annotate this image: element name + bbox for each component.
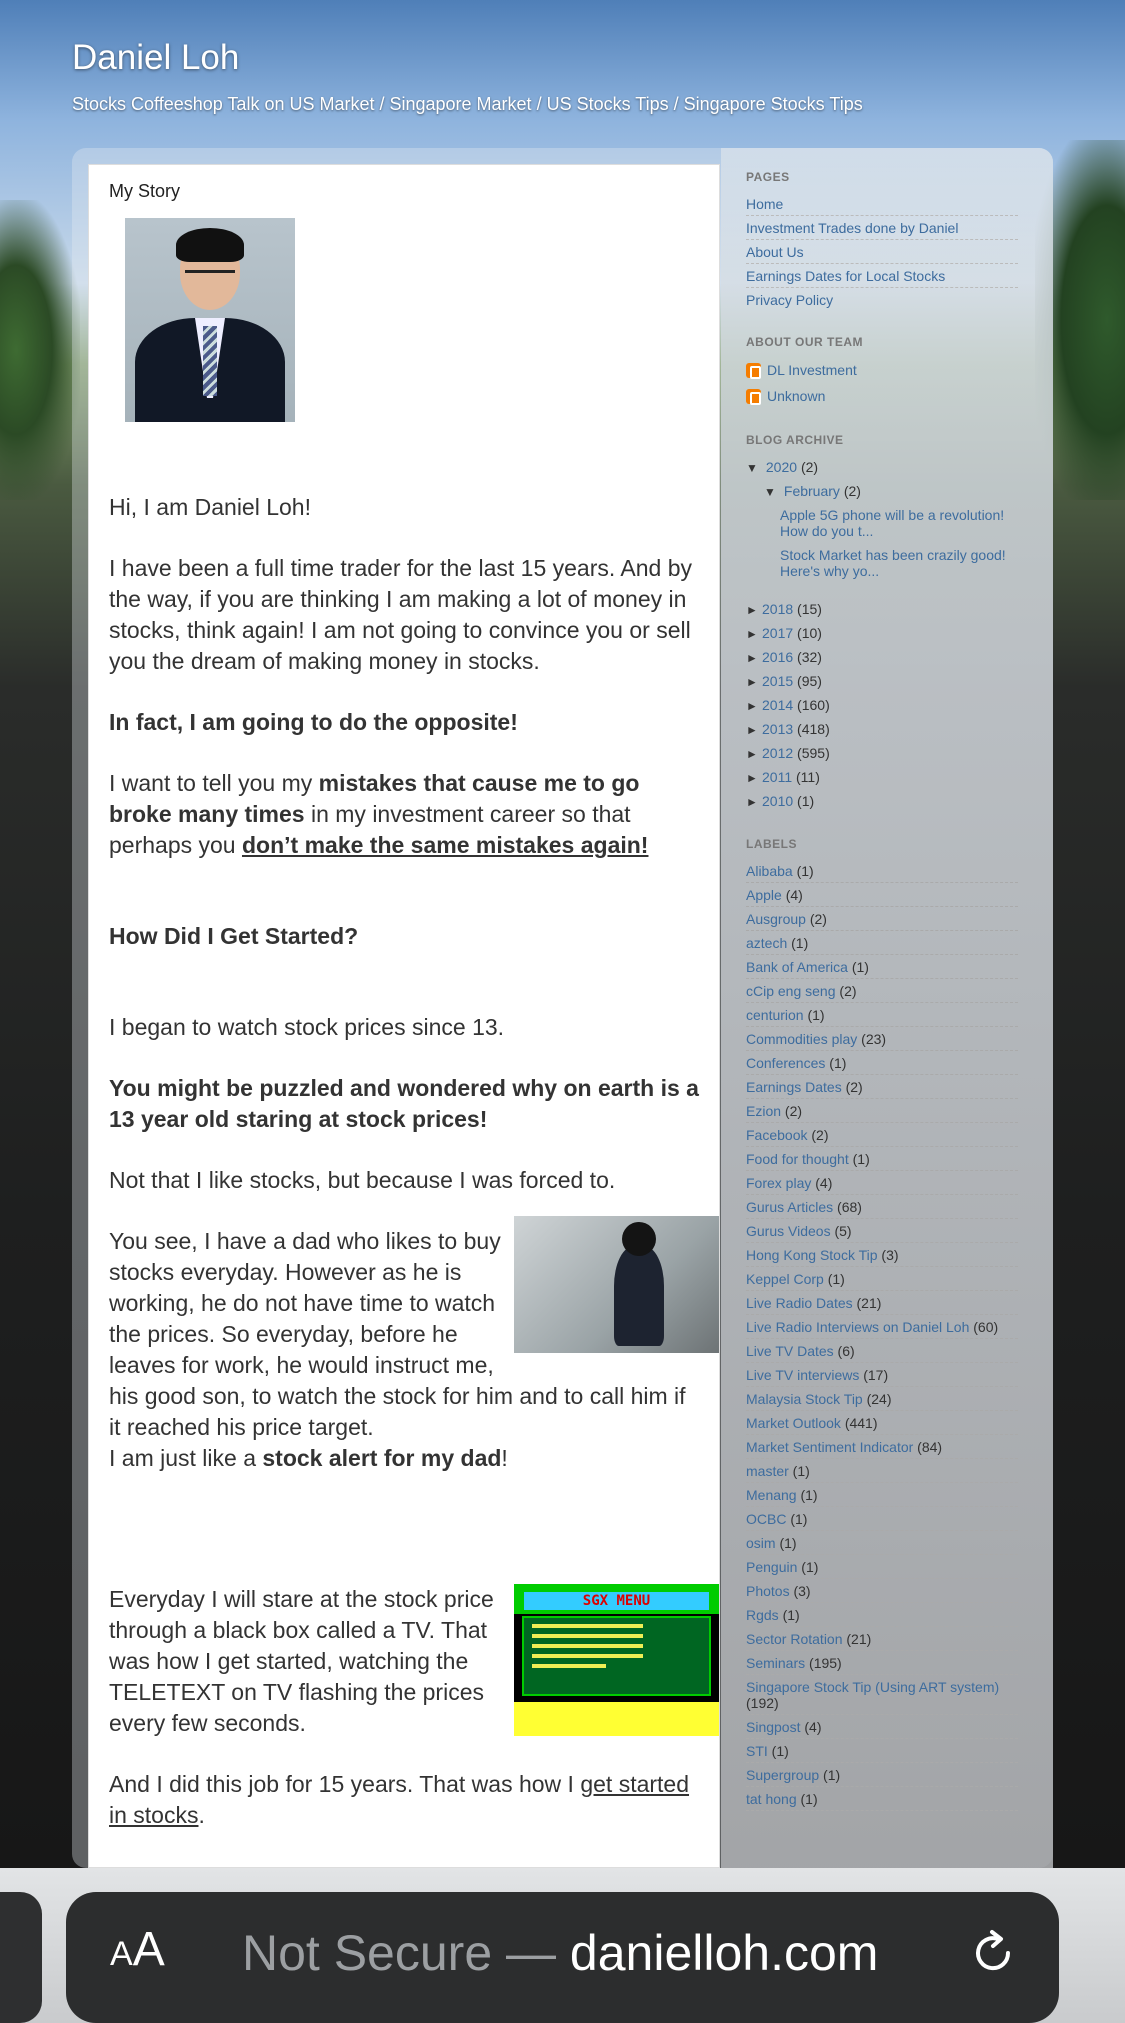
label-count: (3) bbox=[877, 1247, 899, 1263]
label-item bbox=[746, 1787, 1018, 1811]
label-count: (1) bbox=[796, 1791, 818, 1807]
label-item bbox=[746, 1627, 1018, 1651]
post-paragraph: I began to watch stock prices since 13. bbox=[109, 1014, 505, 1040]
page-item bbox=[746, 240, 1018, 264]
label-item bbox=[746, 1075, 1018, 1099]
label-item bbox=[746, 1339, 1018, 1363]
archive-post-link[interactable]: Apple 5G phone will be a revolution! How do you t... bbox=[780, 507, 1005, 539]
label-item bbox=[746, 1555, 1018, 1579]
label-item bbox=[746, 1171, 1018, 1195]
label-link[interactable]: Seminars bbox=[746, 1655, 806, 1671]
label-link[interactable]: Live TV Dates bbox=[746, 1343, 834, 1359]
label-link[interactable]: Rgds bbox=[746, 1607, 779, 1623]
label-link[interactable]: master bbox=[746, 1463, 789, 1479]
label-item bbox=[746, 1411, 1018, 1435]
archive-heading: BLOG ARCHIVE bbox=[746, 433, 844, 447]
archive-year-count: (10) bbox=[793, 625, 822, 641]
archive-year bbox=[746, 597, 1018, 621]
label-item bbox=[746, 1483, 1018, 1507]
post-body bbox=[109, 492, 699, 1831]
label-count: (1) bbox=[819, 1767, 841, 1783]
blogger-icon bbox=[746, 363, 761, 378]
label-count: (4) bbox=[800, 1719, 822, 1735]
label-item bbox=[746, 1099, 1018, 1123]
team-member-link[interactable]: DL Investment bbox=[767, 362, 857, 378]
archive-widget bbox=[746, 433, 1018, 813]
labels-heading: LABELS bbox=[746, 837, 797, 851]
label-count: (4) bbox=[781, 887, 803, 903]
post-paragraph-final: And I did this job for 15 years. That was how I get started in stocks. bbox=[109, 1771, 690, 1828]
label-link[interactable]: Singapore Stock Tip (Using ART system) bbox=[746, 1679, 1000, 1695]
post-paragraph: I have been a full time trader for the last 15 years. And by the way, if you are thinking I am making a lot of money in stocks, think again! I am not going to convince you or sell you the dream of making money in stocks. bbox=[109, 555, 692, 674]
label-count: (1) bbox=[848, 1151, 870, 1167]
label-link[interactable]: Forex play bbox=[746, 1175, 812, 1191]
archive-year-count: (595) bbox=[793, 745, 830, 761]
archive-month-open: ▼ February (2) bbox=[764, 483, 861, 499]
label-link[interactable]: osim bbox=[746, 1535, 776, 1551]
page-link[interactable]: Investment Trades done by Daniel bbox=[746, 220, 959, 236]
label-link[interactable]: Ezion bbox=[746, 1103, 782, 1119]
label-link[interactable]: Live Radio Dates bbox=[746, 1295, 853, 1311]
expand-toggle-icon[interactable]: ► bbox=[746, 651, 758, 665]
label-link[interactable]: Ausgroup bbox=[746, 911, 806, 927]
label-item bbox=[746, 1243, 1018, 1267]
archive-year-link[interactable]: 2016 bbox=[762, 649, 794, 665]
label-item bbox=[746, 1675, 1018, 1715]
post-paragraph-tv: SGX MENU Everyday I will stare at the stock price through a black box called a TV. That was how I get started, watching the TELETEXT on TV flashing the prices every few seconds. bbox=[109, 1584, 699, 1739]
label-count: (1) bbox=[796, 1487, 818, 1503]
label-count: (24) bbox=[862, 1391, 892, 1407]
archive-year-open: ▼ 2020 (2) bbox=[746, 459, 819, 475]
label-item bbox=[746, 1291, 1018, 1315]
archive-year-link[interactable]: 2013 bbox=[762, 721, 794, 737]
teletext-image[interactable] bbox=[514, 1584, 719, 1736]
archive-post-item bbox=[746, 503, 1018, 543]
label-item bbox=[746, 1763, 1018, 1787]
label-count: (1) bbox=[767, 1743, 789, 1759]
archive-year-link[interactable]: 2015 bbox=[762, 673, 794, 689]
archive-year bbox=[746, 789, 1018, 813]
label-item bbox=[746, 1363, 1018, 1387]
label-item bbox=[746, 1003, 1018, 1027]
label-item bbox=[746, 1603, 1018, 1627]
post-paragraph-dad: You see, I have a dad who likes to buy stocks everyday. However as he is working, he do not have time to watch the prices. So everyday, before he leaves for work, he would instruct me, his good son, to watch the stock for him and to call him if it reached his price target. I am just like a stock alert for my dad! bbox=[109, 1226, 699, 1474]
label-count: (2) bbox=[807, 1127, 829, 1143]
label-item bbox=[746, 1267, 1018, 1291]
label-link[interactable]: STI bbox=[746, 1743, 768, 1759]
page-link[interactable]: About Us bbox=[746, 244, 804, 260]
team-widget bbox=[746, 335, 1018, 409]
label-count: (21) bbox=[842, 1631, 872, 1647]
archive-year bbox=[746, 621, 1018, 645]
page-link[interactable]: Privacy Policy bbox=[746, 292, 834, 308]
archive-year-count: (1) bbox=[793, 793, 815, 809]
archive-year-link[interactable]: 2011 bbox=[762, 769, 793, 785]
label-count: (1) bbox=[847, 959, 869, 975]
team-member bbox=[746, 357, 1018, 383]
label-link[interactable]: cCip eng seng bbox=[746, 983, 836, 999]
archive-year bbox=[746, 765, 1018, 789]
label-item bbox=[746, 1027, 1018, 1051]
label-count: (2) bbox=[835, 983, 857, 999]
label-link[interactable]: Conferences bbox=[746, 1055, 826, 1071]
text-size-button[interactable]: AA bbox=[110, 1923, 165, 1976]
label-link[interactable]: Singpost bbox=[746, 1719, 801, 1735]
archive-year-count: (32) bbox=[793, 649, 822, 665]
archive-year-count: (95) bbox=[793, 673, 822, 689]
archive-year-link[interactable]: 2020 bbox=[765, 459, 798, 475]
label-link[interactable]: aztech bbox=[746, 935, 788, 951]
section-heading: How Did I Get Started? bbox=[109, 923, 359, 949]
archive-year-count: (15) bbox=[793, 601, 822, 617]
not-secure-label: Not Secure — bbox=[242, 1925, 557, 1981]
label-link[interactable]: Market Outlook bbox=[746, 1415, 841, 1431]
team-heading: ABOUT OUR TEAM bbox=[746, 335, 863, 349]
label-link[interactable]: Gurus Articles bbox=[746, 1199, 834, 1215]
sidebar bbox=[746, 170, 1018, 1868]
archive-month-link[interactable]: February bbox=[783, 483, 840, 499]
expand-toggle-icon[interactable]: ► bbox=[746, 795, 758, 809]
expand-toggle-icon[interactable]: ► bbox=[746, 747, 758, 761]
label-count: (2) bbox=[781, 1103, 803, 1119]
page-link[interactable]: Earnings Dates for Local Stocks bbox=[746, 268, 946, 284]
label-link[interactable]: Alibaba bbox=[746, 863, 793, 879]
collapse-toggle-icon[interactable]: ▼ bbox=[746, 461, 758, 475]
label-item bbox=[746, 1507, 1018, 1531]
label-count: (2) bbox=[841, 1079, 863, 1095]
label-count: (1) bbox=[778, 1607, 800, 1623]
label-count: (68) bbox=[833, 1199, 862, 1215]
label-count: (1) bbox=[803, 1007, 825, 1023]
author-portrait[interactable] bbox=[125, 218, 295, 422]
label-count: (1) bbox=[825, 1055, 847, 1071]
archive-year-link[interactable]: 2018 bbox=[762, 601, 794, 617]
label-count: (17) bbox=[859, 1367, 889, 1383]
label-count: (1) bbox=[775, 1535, 797, 1551]
expand-toggle-icon[interactable]: ► bbox=[746, 699, 758, 713]
expand-toggle-icon[interactable]: ► bbox=[746, 675, 758, 689]
archive-post-link[interactable]: Stock Market has been crazily good! Here's why yo... bbox=[780, 547, 1006, 579]
domain-label: danielloh.com bbox=[569, 1925, 879, 1981]
label-item bbox=[746, 883, 1018, 907]
archive-year-count: (11) bbox=[792, 769, 820, 785]
team-member-link[interactable]: Unknown bbox=[767, 388, 826, 404]
archive-year bbox=[746, 693, 1018, 717]
label-item bbox=[746, 907, 1018, 931]
expand-toggle-icon[interactable]: ► bbox=[746, 723, 758, 737]
label-item bbox=[746, 1315, 1018, 1339]
page-link[interactable]: Home bbox=[746, 196, 784, 212]
label-count: (84) bbox=[913, 1439, 943, 1455]
label-item bbox=[746, 1195, 1018, 1219]
label-item bbox=[746, 1459, 1018, 1483]
label-link[interactable]: Earnings Dates bbox=[746, 1079, 842, 1095]
label-link[interactable]: Food for thought bbox=[746, 1151, 849, 1167]
expand-toggle-icon[interactable]: ► bbox=[746, 627, 758, 641]
label-item bbox=[746, 1387, 1018, 1411]
pages-heading: PAGES bbox=[746, 170, 790, 184]
blog-title[interactable]: Daniel Loh bbox=[72, 38, 240, 77]
background-trees-left bbox=[0, 200, 80, 500]
label-link[interactable]: Photos bbox=[746, 1583, 790, 1599]
label-count: (1) bbox=[787, 935, 809, 951]
label-link[interactable]: Malaysia Stock Tip bbox=[746, 1391, 863, 1407]
label-link[interactable]: Live TV interviews bbox=[746, 1367, 860, 1383]
teletext-menu-title: SGX MENU bbox=[524, 1592, 709, 1610]
blog-header bbox=[72, 38, 863, 115]
label-link[interactable]: centurion bbox=[746, 1007, 804, 1023]
label-link[interactable]: Penguin bbox=[746, 1559, 798, 1575]
archive-year-link[interactable]: 2012 bbox=[762, 745, 794, 761]
label-link[interactable]: Facebook bbox=[746, 1127, 808, 1143]
label-link[interactable]: Apple bbox=[746, 887, 782, 903]
label-count: (23) bbox=[857, 1031, 887, 1047]
label-item bbox=[746, 1219, 1018, 1243]
pages-widget bbox=[746, 170, 1018, 311]
page-item bbox=[746, 264, 1018, 288]
label-item bbox=[746, 1651, 1018, 1675]
label-item bbox=[746, 1579, 1018, 1603]
label-item bbox=[746, 1123, 1018, 1147]
archive-year bbox=[746, 669, 1018, 693]
label-item bbox=[746, 1147, 1018, 1171]
label-link[interactable]: Gurus Videos bbox=[746, 1223, 831, 1239]
label-count: (60) bbox=[969, 1319, 999, 1335]
post-title: My Story bbox=[109, 181, 181, 201]
post-paragraph: Not that I like stocks, but because I was forced to. bbox=[109, 1167, 616, 1193]
post-greeting: Hi, I am Daniel Loh! bbox=[109, 494, 311, 520]
label-count: (2) bbox=[805, 911, 827, 927]
get-started-link[interactable]: get started in stocks bbox=[109, 1771, 690, 1828]
archive-year-link[interactable]: 2010 bbox=[762, 793, 794, 809]
blogger-icon bbox=[746, 389, 761, 404]
archive-year bbox=[746, 741, 1018, 765]
post-column bbox=[88, 164, 720, 1868]
label-count: (1) bbox=[797, 1559, 819, 1575]
page-item bbox=[746, 192, 1018, 216]
mistakes-link[interactable]: don’t make the same mistakes again! bbox=[241, 832, 649, 858]
archive-post-item bbox=[746, 543, 1018, 583]
archive-year bbox=[746, 645, 1018, 669]
post-paragraph-mistakes: I want to tell you my mistakes that cause me to go broke many times in my investment career so that perhaps you don’t make the same mistakes again! bbox=[109, 770, 649, 858]
archive-year-link[interactable]: 2017 bbox=[762, 625, 794, 641]
page-item bbox=[746, 288, 1018, 311]
child-photo[interactable] bbox=[514, 1216, 719, 1353]
label-item bbox=[746, 1739, 1018, 1763]
label-link[interactable]: Menang bbox=[746, 1487, 797, 1503]
label-count: (5) bbox=[830, 1223, 852, 1239]
collapse-toggle-icon[interactable]: ▼ bbox=[764, 485, 776, 499]
expand-toggle-icon[interactable]: ► bbox=[746, 771, 758, 785]
labels-widget bbox=[746, 837, 1018, 1811]
expand-toggle-icon[interactable]: ► bbox=[746, 603, 758, 617]
label-item bbox=[746, 1531, 1018, 1555]
reload-icon[interactable] bbox=[968, 1928, 1018, 1978]
label-count: (195) bbox=[805, 1655, 842, 1671]
label-count: (4) bbox=[811, 1175, 833, 1191]
label-link[interactable]: Sector Rotation bbox=[746, 1631, 843, 1647]
label-count: (441) bbox=[840, 1415, 878, 1431]
label-item bbox=[746, 979, 1018, 1003]
previous-tab-peek[interactable] bbox=[0, 1892, 42, 2023]
label-link[interactable]: Live Radio Interviews on Daniel Loh bbox=[746, 1319, 970, 1335]
archive-year-count: (160) bbox=[793, 697, 830, 713]
label-count: (6) bbox=[833, 1343, 855, 1359]
archive-year-count: (418) bbox=[793, 721, 830, 737]
label-link[interactable]: Market Sentiment Indicator bbox=[746, 1439, 914, 1455]
label-item bbox=[746, 859, 1018, 883]
label-item bbox=[746, 1715, 1018, 1739]
label-item bbox=[746, 955, 1018, 979]
label-count: (21) bbox=[852, 1295, 882, 1311]
label-count: (192) bbox=[746, 1695, 779, 1711]
label-count: (1) bbox=[792, 863, 814, 879]
label-count: (1) bbox=[788, 1463, 810, 1479]
label-item bbox=[746, 1435, 1018, 1459]
archive-year-link[interactable]: 2014 bbox=[762, 697, 794, 713]
label-link[interactable]: Bank of America bbox=[746, 959, 848, 975]
label-item bbox=[746, 1051, 1018, 1075]
label-count: (1) bbox=[823, 1271, 845, 1287]
page-item bbox=[746, 216, 1018, 240]
label-link[interactable]: Keppel Corp bbox=[746, 1271, 824, 1287]
label-link[interactable]: Supergroup bbox=[746, 1767, 820, 1783]
label-link[interactable]: Commodities play bbox=[746, 1031, 858, 1047]
blog-description: Stocks Coffeeshop Talk on US Market / Singapore Market / US Stocks Tips / Singapore Stocks Tips bbox=[72, 94, 863, 114]
label-count: (1) bbox=[786, 1511, 808, 1527]
label-item bbox=[746, 931, 1018, 955]
url-display[interactable] bbox=[242, 1924, 878, 1982]
post-paragraph-bold: You might be puzzled and wondered why on earth is a 13 year old staring at stock prices! bbox=[109, 1075, 699, 1132]
post-paragraph-bold: In fact, I am going to do the opposite! bbox=[109, 709, 518, 735]
label-link[interactable]: Hong Kong Stock Tip bbox=[746, 1247, 878, 1263]
team-member bbox=[746, 383, 1018, 409]
label-count: (3) bbox=[789, 1583, 811, 1599]
archive-year bbox=[746, 717, 1018, 741]
label-link[interactable]: OCBC bbox=[746, 1511, 787, 1527]
label-link[interactable]: tat hong bbox=[746, 1791, 797, 1807]
